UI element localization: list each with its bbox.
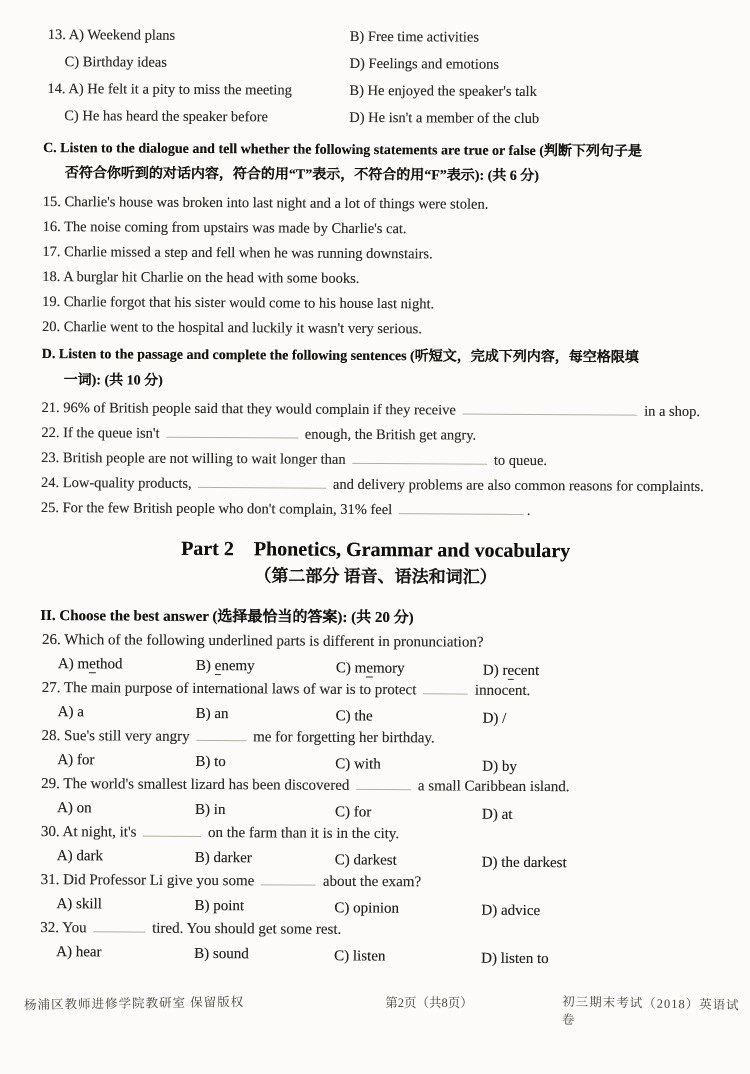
answer-blank [462, 401, 637, 415]
part2-questions [38, 628, 710, 968]
section-c-heading-line2: 否符合你听到的对话内容，符合的用“T”表示，不符合的用“F”表示): (共 6 分) [64, 166, 540, 185]
question-31-stem: 31. Did Professor Li give you some about the exam? [40, 871, 422, 891]
option-a: A) a [57, 704, 84, 721]
question-14-row-1 [43, 76, 713, 107]
option-c: C) opinion [334, 900, 400, 917]
question-13-row-2 [44, 49, 714, 80]
answer-blank [93, 919, 145, 933]
question-31 [38, 868, 708, 920]
option-b: B) to [195, 753, 226, 771]
answer-blank [198, 475, 326, 489]
question-14-row-2 [43, 103, 713, 134]
answer-blank [356, 776, 411, 790]
tf-statement-16: 16. The noise coming from upstairs was made by Charlie's cat. [42, 218, 407, 238]
answer-blank [423, 681, 468, 695]
section-d-heading-line1: D. Listen to the passage and complete the following sentences (听短文，完成下列内容，每空格限填 [41, 346, 639, 366]
option-c: C) memory [335, 660, 405, 677]
question-30 [39, 820, 709, 872]
option-d: D) / [482, 710, 507, 727]
question-29-stem: 29. The world's smallest lizard has been discovered a small Caribbean island. [41, 775, 570, 796]
question-30-stem: 30. At night, it's on the farm than it is in the city. [40, 823, 400, 843]
fill-in-sentence-23: 23. British people are not willing to wait longer than to queue. [41, 449, 548, 470]
fill-in-sentence-21: 21. 96% of British people said that they would complain if they receive in a shop. [41, 399, 701, 420]
section-c-heading-line1: C. Listen to the dialogue and tell whether the following statements are true or false (判断下列句子是 [43, 140, 642, 160]
option-d: D) He isn't a member of the club [349, 109, 540, 128]
page-footer [0, 993, 750, 1029]
option-b: B) enemy [195, 657, 255, 675]
question-26-stem: 26. Which of the following underlined parts is different in pronunciation? [42, 631, 484, 651]
answer-blank [166, 424, 298, 438]
option-a: A) for [57, 752, 95, 769]
option-b: B) Free time activities [349, 28, 480, 46]
option-c: C) with [335, 756, 381, 773]
tf-statement-17: 17. Charlie missed a step and fell when he was running downstairs. [42, 243, 433, 263]
option-a: A) method [57, 656, 123, 673]
footer-exam-name: 初三期末考试（2018）英语试卷 [561, 994, 740, 1027]
option-a: A) on [57, 800, 92, 817]
fill-in-sentence-25: 25. For the few British people who don't complain, 31% feel . [40, 499, 531, 519]
section-d-heading-line2: 一词): (共 10 分) [63, 373, 163, 389]
option-c: C) listen [334, 948, 386, 965]
option-d: D) recent [482, 662, 540, 680]
part2-title: Part 2 Phonetics, Grammar and vocabulary [181, 537, 571, 563]
answer-blank [143, 823, 201, 837]
option-a: A) dark [56, 848, 104, 865]
question-29 [39, 772, 709, 824]
option-d: D) advice [481, 902, 541, 920]
question-28-stem: 28. Sue's still very angry me for forgetting her birthday. [41, 727, 435, 747]
option-d: D) by [482, 758, 517, 775]
option-b: B) sound [194, 945, 249, 963]
question-28 [39, 724, 709, 776]
option-a: A) skill [56, 896, 102, 913]
option-a: 13. A) Weekend plans [47, 27, 176, 44]
footer-publisher: 杨浦区教师进修学院教研室 保留版权 [23, 995, 245, 1013]
option-c: C) for [334, 804, 372, 821]
question-26 [40, 628, 710, 680]
question-13-row-1 [44, 22, 714, 53]
option-a: A) hear [56, 944, 102, 961]
footer-page-number: 第2页（共8页） [385, 996, 473, 1010]
listening-mc-section [43, 22, 714, 134]
tf-statement-19: 19. Charlie forgot that his sister would come to his house last night. [42, 293, 435, 313]
answer-blank [261, 872, 316, 886]
question-27-stem: 27. The main purpose of international laws of war is to protect innocent. [41, 679, 531, 699]
underlined-letter: e [214, 658, 222, 675]
option-b: B) darker [194, 849, 252, 867]
option-d: D) Feelings and emotions [349, 55, 500, 73]
underlined-letter: e [89, 656, 96, 673]
question-32-options [38, 940, 708, 968]
option-c: C) the [335, 708, 373, 725]
question-27 [40, 676, 710, 728]
underlined-letter: e [366, 660, 374, 677]
option-b: B) an [195, 705, 229, 723]
option-c: C) Birthday ideas [64, 54, 167, 71]
option-d: D) the darkest [481, 854, 567, 872]
answer-blank [399, 501, 524, 515]
section-d-heading [42, 342, 712, 398]
section-ii-heading: II. Choose the best answer (选择最恰当的答案): (共 20 分) [40, 607, 414, 627]
answer-blank [196, 727, 246, 741]
section-c-heading [43, 136, 713, 190]
option-b: B) He enjoyed the speaker's talk [349, 82, 537, 100]
question-32-stem: 32. You tired. You should get some rest. [40, 919, 342, 938]
fill-in-sentence-22: 22. If the queue isn't enough, the British get angry. [41, 424, 477, 444]
tf-statement-15: 15. Charlie's house was broken into last night and a lot of things were stolen. [42, 193, 489, 213]
tf-statement-18: 18. A burglar hit Charlie on the head with some books. [42, 268, 360, 287]
true-false-list [42, 190, 713, 344]
answer-blank [352, 451, 487, 465]
option-d: D) listen to [481, 950, 549, 968]
question-32 [38, 916, 708, 968]
part2-subtitle: （第二部分 语音、语法和词汇） [254, 566, 497, 587]
underlined-letter: e [507, 662, 515, 679]
option-c: C) darkest [334, 852, 397, 869]
option-b: B) in [195, 801, 226, 819]
option-d: D) at [481, 806, 513, 823]
option-b: B) point [194, 897, 245, 915]
fill-in-list [41, 396, 712, 525]
option-c: C) He has heard the speaker before [64, 108, 269, 126]
fill-in-sentence-24: 24. Low-quality products, and delivery problems are also common reasons for complaints. [40, 474, 704, 496]
tf-statement-20: 20. Charlie went to the hospital and luckily it wasn't very serious. [41, 318, 422, 338]
option-a: 14. A) He felt it a pity to miss the meeting [47, 81, 292, 99]
